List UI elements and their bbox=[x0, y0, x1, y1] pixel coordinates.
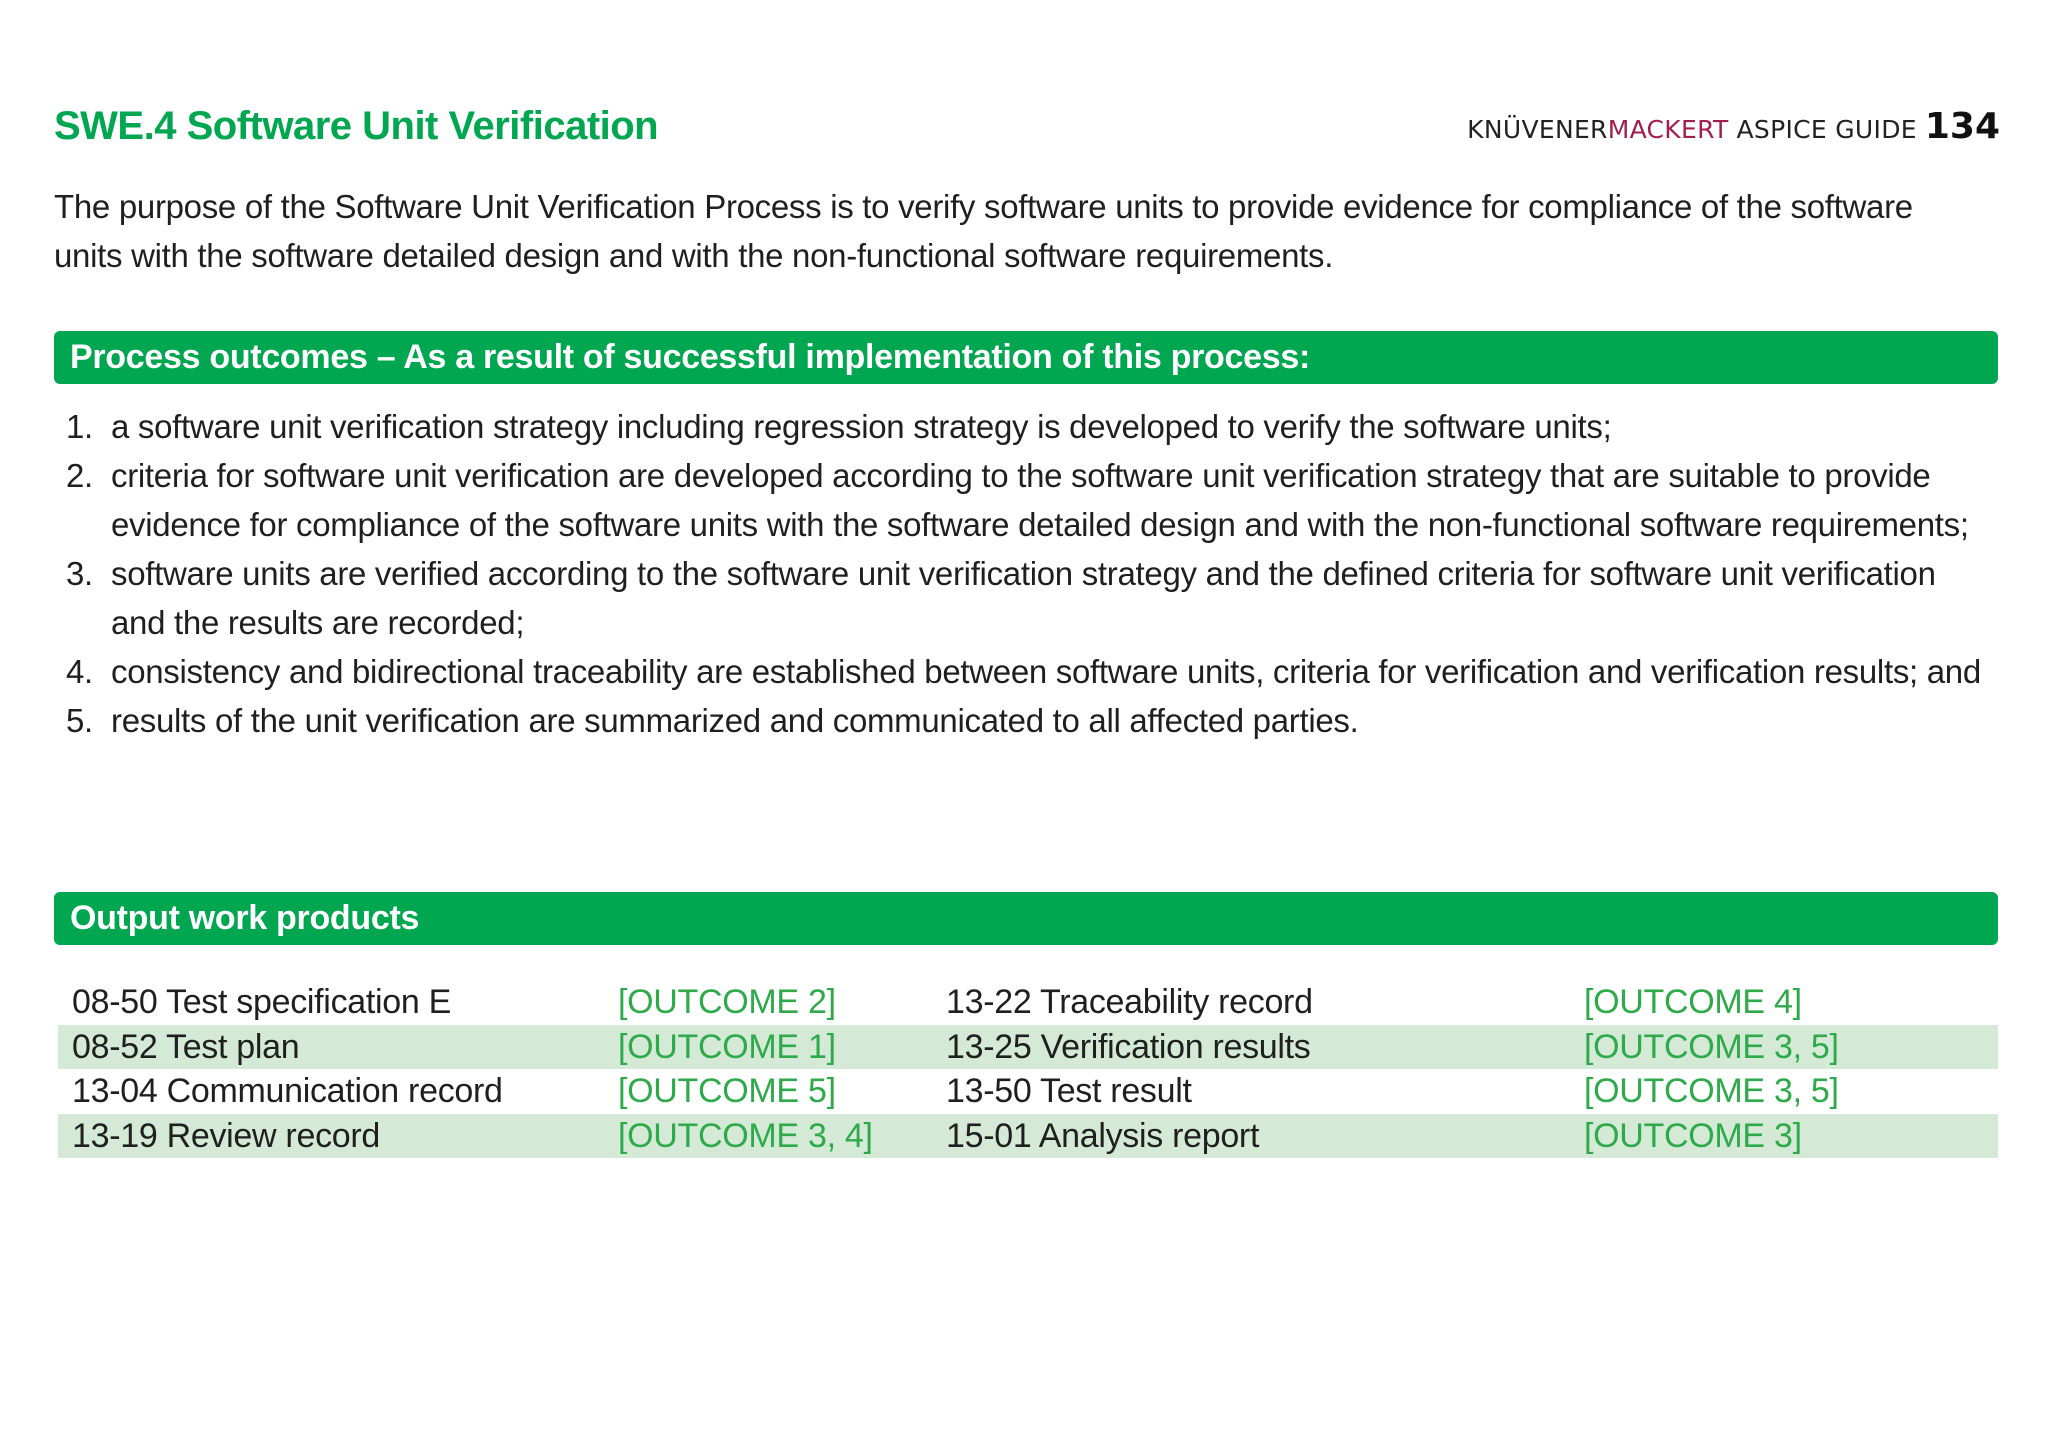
header-branding bbox=[1467, 106, 2000, 147]
table-row bbox=[58, 1069, 1998, 1114]
work-product-name: 15-01 Analysis report bbox=[946, 1116, 1260, 1155]
list-item bbox=[66, 549, 1996, 647]
outcome-reference: [OUTCOME 3, 4] bbox=[618, 1116, 873, 1155]
outcome-reference: [OUTCOME 3, 5] bbox=[1584, 1027, 1839, 1066]
work-product-name: 13-22 Traceability record bbox=[946, 983, 1313, 1021]
table-row bbox=[58, 1025, 1998, 1070]
outcome-reference: [OUTCOME 3, 5] bbox=[1584, 1072, 1839, 1110]
outcome-text: consistency and bidirectional traceability are established between software units, criteria for verification and verification results; and bbox=[111, 653, 1981, 690]
work-product-name: 08-52 Test plan bbox=[72, 1027, 300, 1066]
purpose-paragraph: The purpose of the Software Unit Verification Process is to verify software units to provide evidence for compliance of the software units with the software detailed design and with the non-functional software requirements. bbox=[54, 188, 1913, 274]
list-item bbox=[66, 451, 1996, 549]
page-title: SWE.4 Software Unit Verification bbox=[54, 104, 659, 148]
work-product-name: 13-04 Communication record bbox=[72, 1072, 503, 1110]
brand-name-part2: MACKERT bbox=[1607, 115, 1729, 144]
list-item bbox=[66, 647, 1996, 696]
outcome-text: results of the unit verification are summarized and communicated to all affected parties. bbox=[111, 702, 1359, 739]
brand-guide-label: ASPICE GUIDE bbox=[1736, 115, 1917, 144]
outcome-reference: [OUTCOME 1] bbox=[618, 1027, 836, 1066]
list-item bbox=[66, 696, 1996, 745]
outcome-reference: [OUTCOME 4] bbox=[1584, 983, 1802, 1021]
process-outcomes-heading: Process outcomes – As a result of successful implementation of this process: bbox=[54, 331, 1998, 384]
output-work-products-heading: Output work products bbox=[54, 892, 1998, 945]
outcome-reference: [OUTCOME 2] bbox=[618, 983, 836, 1021]
work-product-name: 13-50 Test result bbox=[946, 1072, 1192, 1110]
outcome-number: 3. bbox=[66, 555, 93, 592]
outcome-number: 2. bbox=[66, 457, 93, 494]
outcome-reference: [OUTCOME 5] bbox=[618, 1072, 836, 1110]
list-item bbox=[66, 402, 1996, 451]
brand-name-part1: KNÜVENER bbox=[1467, 115, 1608, 144]
table-row bbox=[58, 980, 1998, 1025]
outcome-text: software units are verified according to the software unit verification strategy and the defined criteria for software unit verification and the results are recorded; bbox=[111, 555, 1936, 641]
page-number: 134 bbox=[1924, 106, 2000, 147]
outcome-text: criteria for software unit verification are developed according to the software unit verification strategy that are suitable to provide evidence for compliance of the software units with the software detailed design and with the non-functional software requirements; bbox=[111, 457, 1969, 543]
table-row bbox=[58, 1114, 1998, 1159]
work-product-name: 13-25 Verification results bbox=[946, 1027, 1311, 1066]
outcome-list bbox=[66, 402, 1996, 745]
work-products-table bbox=[58, 980, 1998, 1158]
outcome-reference: [OUTCOME 3] bbox=[1584, 1116, 1802, 1155]
outcome-text: a software unit verification strategy including regression strategy is developed to verify the software units; bbox=[111, 408, 1612, 445]
work-product-name: 08-50 Test specification E bbox=[72, 983, 452, 1021]
outcome-number: 1. bbox=[66, 408, 93, 445]
work-product-name: 13-19 Review record bbox=[72, 1116, 381, 1155]
outcome-number: 4. bbox=[66, 653, 93, 690]
outcome-number: 5. bbox=[66, 702, 93, 739]
